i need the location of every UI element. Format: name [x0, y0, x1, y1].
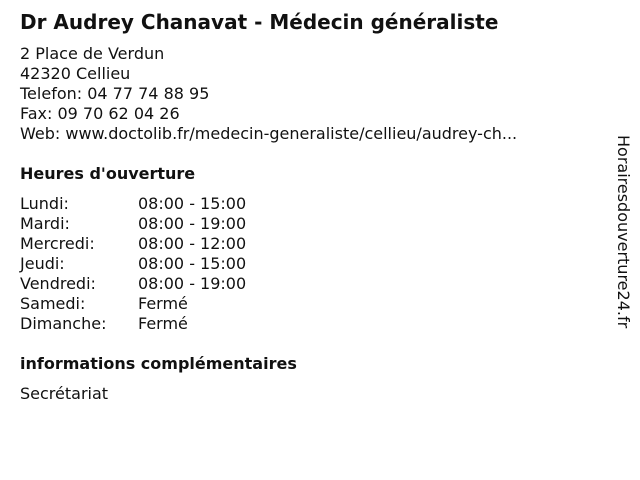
additional-info-heading: informations complémentaires — [20, 354, 297, 373]
day-label: Samedi: — [20, 294, 86, 313]
site-watermark: Horairesdouverture24.fr — [614, 135, 633, 329]
page-title: Dr Audrey Chanavat - Médecin généraliste — [20, 10, 499, 34]
fax-number: Fax: 09 70 62 04 26 — [20, 104, 180, 123]
time-range: Fermé — [138, 294, 188, 313]
time-range: Fermé — [138, 314, 188, 333]
hours-row-monday — [20, 194, 246, 214]
hours-row-friday — [20, 274, 246, 294]
time-range: 08:00 - 19:00 — [138, 274, 247, 293]
address-block — [20, 44, 517, 144]
time-range: 08:00 - 15:00 — [138, 194, 247, 213]
time-range: 08:00 - 12:00 — [138, 234, 247, 253]
day-label: Mercredi: — [20, 234, 95, 253]
website-url: Web: www.doctolib.fr/medecin-generaliste/cellieu/audrey-ch... — [20, 124, 518, 143]
hours-row-sunday — [20, 314, 246, 334]
day-label: Dimanche: — [20, 314, 107, 333]
opening-hours-heading: Heures d'ouverture — [20, 164, 196, 183]
hours-row-tuesday — [20, 214, 246, 234]
day-label: Jeudi: — [20, 254, 65, 273]
phone-number: Telefon: 04 77 74 88 95 — [20, 84, 210, 103]
time-range: 08:00 - 19:00 — [138, 214, 247, 233]
street-address: 2 Place de Verdun — [20, 44, 165, 63]
opening-hours-table — [20, 194, 246, 334]
city-postal-code: 42320 Cellieu — [20, 64, 131, 83]
day-label: Lundi: — [20, 194, 69, 213]
time-range: 08:00 - 15:00 — [138, 254, 247, 273]
day-label: Vendredi: — [20, 274, 96, 293]
additional-info-text: Secrétariat — [20, 384, 109, 403]
hours-row-saturday — [20, 294, 246, 314]
hours-row-wednesday — [20, 234, 246, 254]
hours-row-thursday — [20, 254, 246, 274]
day-label: Mardi: — [20, 214, 70, 233]
